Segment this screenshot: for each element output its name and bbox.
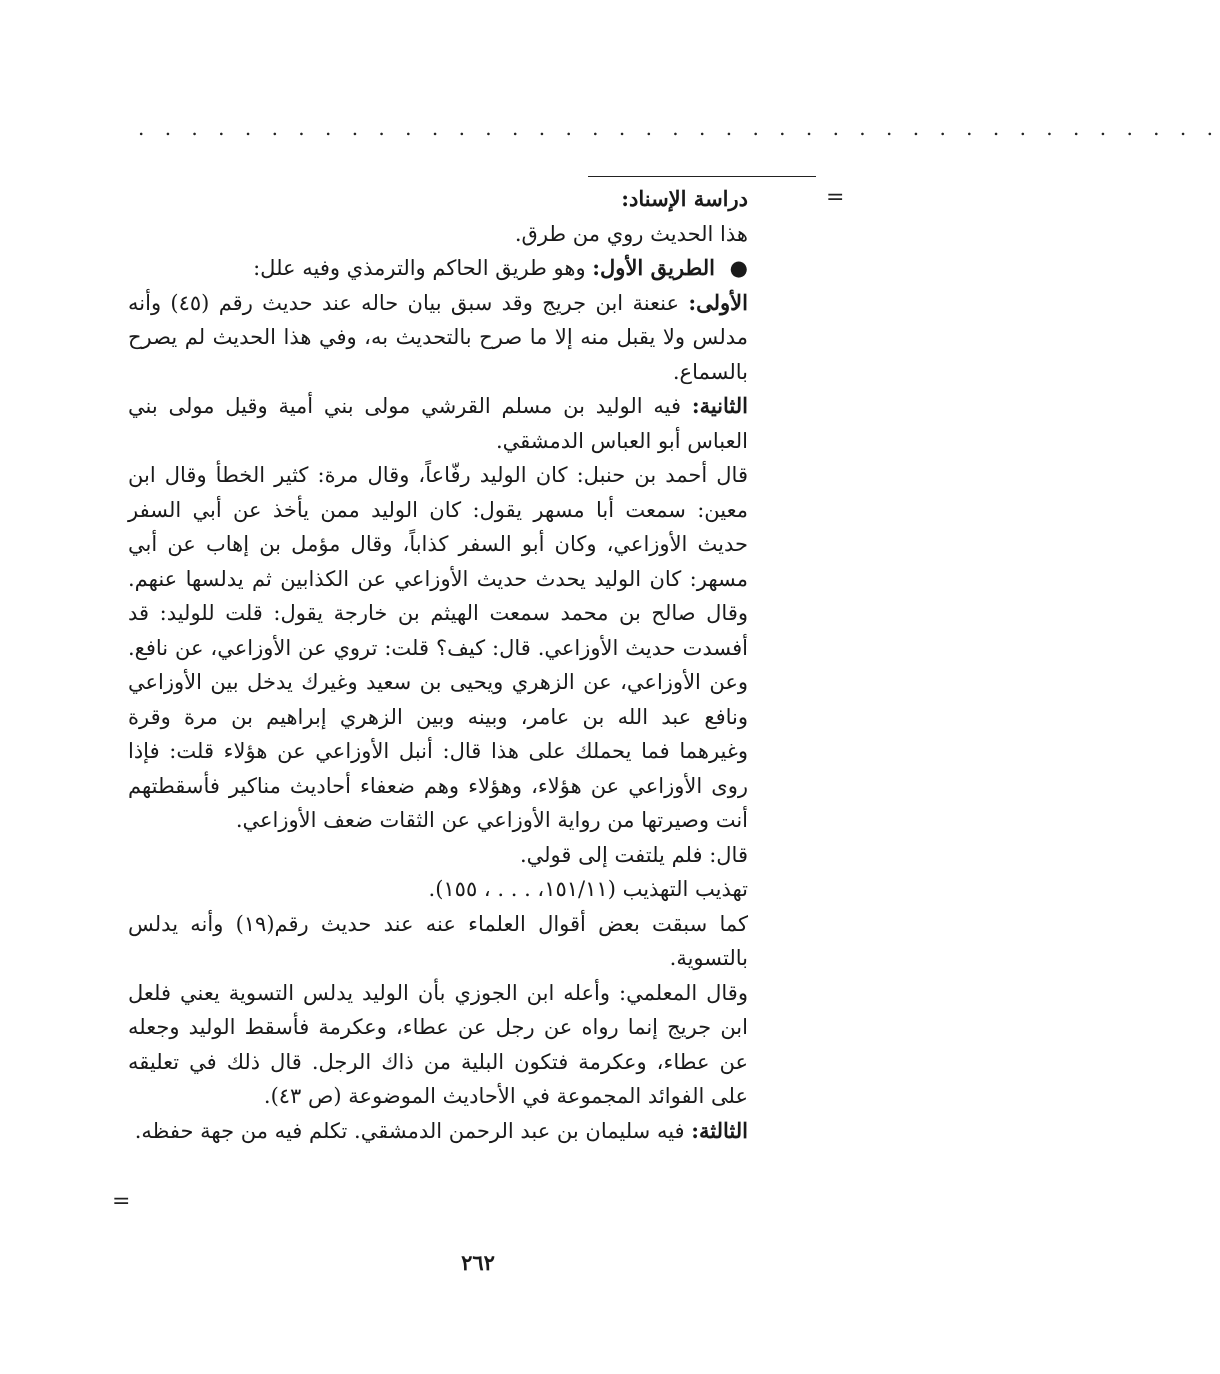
continuation-mark-top: = (826, 185, 845, 210)
bullet-icon: ● (729, 255, 748, 280)
first-path-label: الطريق الأول: (592, 255, 715, 280)
third-defect-paragraph (128, 1114, 748, 1149)
muallimi-paragraph: وقال المعلمي: وأعله ابن الجوزي بأن الوليد يدلس التسوية يعني فلعل ابن جريج إنما رواه عن رجل عن عطاء، وعكرمة فأسقط الوليد وجعله عن عطاء، وعكرمة فتكون البلية من ذاك الرجل. قال ذلك في تعليقه على الفوائد المجموعة في الأحاديث الموضوعة (ص ٤٣). (128, 980, 748, 1108)
ahmad-paragraph: قال أحمد بن حنبل: كان الوليد رفّاعاً، وقال مرة: كثير الخطأ وقال ابن معين: سمعت أبا مسهر يقول: كان الوليد ممن يأخذ عن أبي السفر حديث الأوزاعي، وكان أبو السفر كذاباً، وقال مؤمل بن إهاب عن أبي مسهر: كان الوليد يحدث حديث الأوزاعي عن الكذابين ثم يدلسها عنهم. وقال صالح بن محمد سمعت الهيثم بن خارجة يقول: قلت للوليد: قد أفسدت حديث الأوزاعي. قال: كيف؟ قلت: تروي عن الأوزاعي، عن نافع. وعن الأوزاعي، عن الزهري ويحيى بن سعيد وغيرك يدخل بين الأوزاعي ونافع عبد الله بن عامر، وبينه وبين الزهري إبراهيم بن مرة وقرة وغيرهما فما يحملك على هذا قال: أنبل الأوزاعي عن هؤلاء قلت: فإذا روى الأوزاعي عن هؤلاء، وهؤلاء وهم ضعفاء أحاديث مناكير فأسقطتهم أنت وصيرتها من رواية الأوزاعي عن الثقات ضعف الأوزاعي. (128, 463, 748, 832)
header-dotted-line: . . . . . . . . . . . . . . . . . . . . . . . . . . . . . . . . . . . . . . . . . (138, 116, 1220, 140)
third-defect-label: الثالثة: (691, 1117, 748, 1143)
first-defect-text: عنعنة ابن جريج وقد سبق بيان حاله عند حديث رقم (٤٥) وأنه مدلس ولا يقبل منه إلا ما صرح بالتحديث به، وفي هذا الحديث لم يصرح بالسماع. (128, 290, 748, 384)
first-path-text: وهو طريق الحاكم والترمذي وفيه علل: (253, 256, 586, 280)
second-defect-text: فيه الوليد بن مسلم القرشي مولى بني أمية وقيل مولى بني العباس أبو العباس الدمشقي. (128, 394, 748, 453)
third-defect-text: فيه سليمان بن عبد الرحمن الدمشقي. تكلم فيه من جهة حفظه. (134, 1118, 685, 1143)
page-body (128, 182, 748, 1148)
intro-paragraph: هذا الحديث روي من طرق. (514, 221, 748, 246)
continuation-mark-bottom: = (112, 1189, 131, 1214)
first-defect-paragraph (128, 286, 748, 390)
kama-paragraph: كما سبقت بعض أقوال العلماء عنه عند حديث رقم(١٩) وأنه يدلس بالتسوية. (128, 911, 748, 970)
first-path-paragraph (128, 251, 748, 286)
page-number: ٢٦٢ (461, 1250, 495, 1275)
tahdhib-reference: تهذيب التهذيب (١٥١/١١، . . . ، ١٥٥). (428, 877, 748, 901)
second-defect-paragraph (128, 389, 748, 458)
heading-rule (588, 176, 816, 177)
section-heading: دراسة الإسناد: (621, 186, 748, 211)
first-defect-label: الأولى: (688, 289, 748, 315)
second-defect-label: الثانية: (691, 393, 748, 418)
qal-paragraph: قال: فلم يلتفت إلى قولي. (519, 842, 748, 867)
